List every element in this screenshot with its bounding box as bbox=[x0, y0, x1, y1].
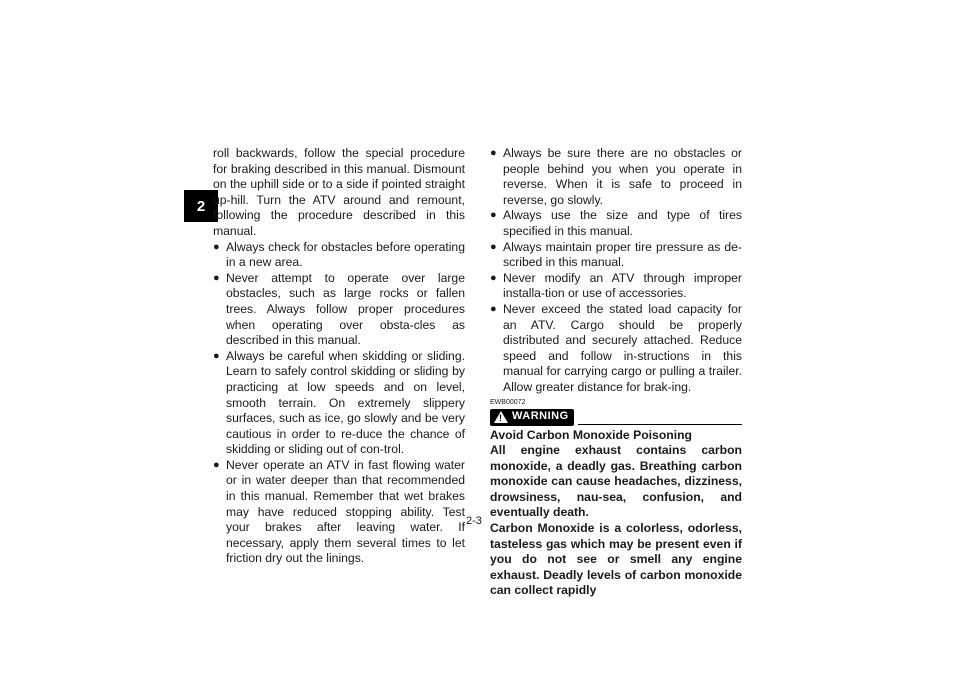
list-item: ● Always be sure there are no obstacles or people behind you when you operate in reverse. When it is safe to proceed in reverse, go slowly. bbox=[490, 146, 742, 207]
right-column bbox=[490, 146, 742, 599]
warning-header bbox=[490, 407, 742, 426]
page-number: 2-3 bbox=[466, 515, 482, 527]
list-item: ● Never exceed the stated load capacity for an ATV. Cargo should be properly distributed and securely attached. Reduce speed and follow in-structions in this manual for carrying cargo or pulling a trailer. Allow greater distance for brak-ing. bbox=[490, 301, 742, 394]
list-item: ● Never modify an ATV through improper installa-tion or use of accessories. bbox=[490, 270, 742, 301]
warning-paragraph-2: Carbon Monoxide is a colorless, odorless, tasteless gas which may be present even if you do not see or smell any engine exhaust. Deadly levels of carbon monoxide can collect rapidly bbox=[490, 521, 742, 598]
chapter-tab: 2 bbox=[184, 190, 218, 222]
list-item: ● Always be careful when skidding or sliding. Learn to safely control skidding or sliding by practicing at low speeds and on level, smooth terrain. On extremely slippery surfaces, such as ice, go slowly and be very cautious in order to re-duce the chance of skidding or sliding out of con-trol. bbox=[213, 348, 465, 457]
bullet-icon: ● bbox=[213, 240, 220, 253]
bullet-icon: ● bbox=[213, 458, 220, 471]
warning-label: WARNING bbox=[512, 410, 569, 423]
list-item: ● Always use the size and type of tires specified in this manual. bbox=[490, 208, 742, 238]
bullet-icon: ● bbox=[490, 271, 497, 284]
warning-code: EWB00072 bbox=[490, 398, 526, 406]
bullet-icon: ● bbox=[490, 240, 497, 253]
warning-badge bbox=[490, 409, 574, 426]
warning-paragraph-1: All engine exhaust contains carbon monoxide, a deadly gas. Breathing carbon monoxide can cause headaches, dizziness, drowsiness, nau-sea, confusion, and eventually death. bbox=[490, 443, 742, 520]
list-item: ● Never operate an ATV in fast flowing water or in water deeper than that recommended in this manual. Remember that wet brakes may have reduced stopping ability. Test your brakes after leaving water. If necessary, apply them several times to let friction dry out the linings. bbox=[213, 457, 465, 566]
warning-triangle-icon: ! bbox=[494, 411, 508, 423]
intro-paragraph: roll backwards, follow the special procedure for braking described in this manual. Dismount on the uphill side or to a side if pointed straight up-hill. Turn the ATV around and remount, following the procedure described in this manual. bbox=[213, 146, 465, 238]
bullet-icon: ● bbox=[490, 209, 497, 222]
list-item: ● Always maintain proper tire pressure as de-scribed in this manual. bbox=[490, 239, 742, 270]
bullet-icon: ● bbox=[490, 147, 497, 159]
bullet-icon: ● bbox=[490, 302, 497, 315]
left-column bbox=[213, 146, 465, 567]
warning-title: Avoid Carbon Monoxide Poisoning bbox=[490, 427, 692, 442]
warning-rule bbox=[578, 424, 742, 425]
bullet-icon: ● bbox=[213, 349, 220, 362]
list-item: ● Never attempt to operate over large obstacles, such as large rocks or fallen trees. Always follow proper procedures when operating over obsta-cles as described in this manual. bbox=[213, 270, 465, 348]
bullet-icon: ● bbox=[213, 271, 220, 284]
list-item: ● Always check for obstacles before operating in a new area. bbox=[213, 239, 465, 270]
